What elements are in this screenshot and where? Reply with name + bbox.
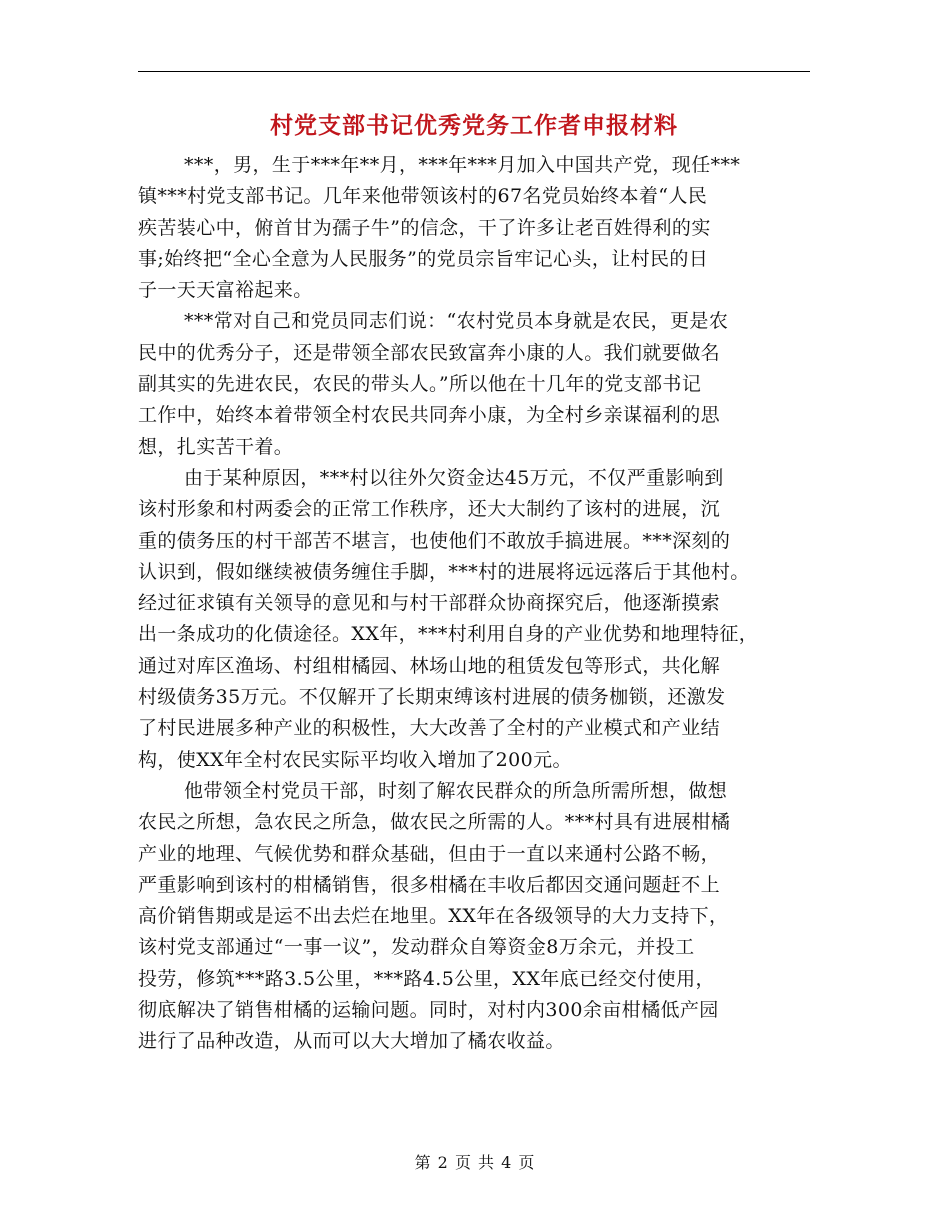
text-line: 产业的地理、气候优势和群众基础，但由于一直以来通村公路不畅， [138, 842, 721, 865]
text-line: 高价销售期或是运不出去烂在地里。XX年在各级领导的大力支持下， [138, 905, 729, 928]
paragraph-4 [138, 776, 818, 1058]
text-line: 认识到，假如继续被债务缠住手脚，***村的进展将远远落后于其他村。 [138, 560, 750, 583]
text-line: 由于某种原因，***村以往外欠资金达45万元，不仅严重影响到 [184, 466, 724, 489]
text-line: 村级债务35万元。不仅解开了长期束缚该村进展的债务枷锁，还激发 [138, 686, 726, 709]
text-line: 投劳，修筑***路3.5公里，***路4.5公里，XX年底已经交付使用， [138, 967, 715, 990]
text-line: 农民之所想，急农民之所急，做农民之所需的人。***村具有进展柑橘 [138, 811, 731, 834]
text-line: 严重影响到该村的柑橘销售，很多柑橘在丰收后都因交通问题赶不上 [138, 873, 721, 896]
text-line: 子一天天富裕起来。 [138, 279, 313, 302]
text-line: 副其实的先进农民，农民的带头人。”所以他在十几年的党支部书记 [138, 373, 702, 396]
paragraph-1 [138, 150, 818, 306]
text-line: 该村形象和村两委会的正常工作秩序，还大大制约了该村的进展，沉 [138, 498, 721, 521]
text-line: 彻底解决了销售柑橘的运输问题。同时，对村内300余亩柑橘低产园 [138, 999, 719, 1022]
text-line: 镇***村党支部书记。几年来他带领该村的67名党员始终本着“人民 [138, 185, 708, 208]
header-rule [138, 71, 810, 72]
text-line: 进行了品种改造，从而可以大大增加了橘农收益。 [138, 1030, 565, 1053]
text-line: 民中的优秀分子，还是带领全部农民致富奔小康的人。我们就要做名 [138, 341, 721, 364]
document-title: 村党支部书记优秀党务工作者申报材料 [270, 112, 678, 139]
text-line: 经过征求镇有关领导的意见和与村干部群众协商探究后，他逐渐摸索 [138, 592, 721, 615]
paragraph-3 [138, 463, 818, 776]
text-line: 事;始终把“全心全意为人民服务”的党员宗旨牢记心头，让村民的日 [138, 247, 709, 270]
text-line: ***，男，生于***年**月，***年***月加入中国共产党，现任*** [184, 154, 741, 176]
text-line: 他带领全村党员干部，时刻了解农民群众的所急所需所想，做想 [184, 779, 728, 802]
paragraph-2 [138, 306, 818, 462]
text-line: ***常对自己和党员同志们说：“农村党员本身就是农民，更是农 [184, 310, 729, 333]
document-body [138, 150, 818, 1058]
text-line: 工作中，始终本着带领全村农民共同奔小康，为全村乡亲谋福利的思 [138, 404, 721, 427]
text-line: 重的债务压的村干部苦不堪言，也使他们不敢放手搞进展。***深刻的 [138, 529, 731, 552]
text-line: 该村党支部通过“一事一议”，发动群众自筹资金8万余元，并投工 [138, 936, 695, 959]
text-line: 通过对库区渔场、村组柑橘园、林场山地的租赁发包等形式，共化解 [138, 654, 721, 677]
text-line: 了村民进展多种产业的积极性，大大改善了全村的产业模式和产业结 [138, 717, 721, 740]
page-number: 第 2 页 共 4 页 [414, 1153, 536, 1172]
text-line: 构，使XX年全村农民实际平均收入增加了200元。 [138, 748, 572, 771]
text-line: 出一条成功的化债途径。XX年，***村利用自身的产业优势和地理特征， [138, 623, 759, 646]
text-line: 疾苦装心中，俯首甘为孺子牛”的信念，干了许多让老百姓得利的实 [138, 216, 711, 239]
text-line: 想，扎实苦干着。 [138, 435, 294, 458]
